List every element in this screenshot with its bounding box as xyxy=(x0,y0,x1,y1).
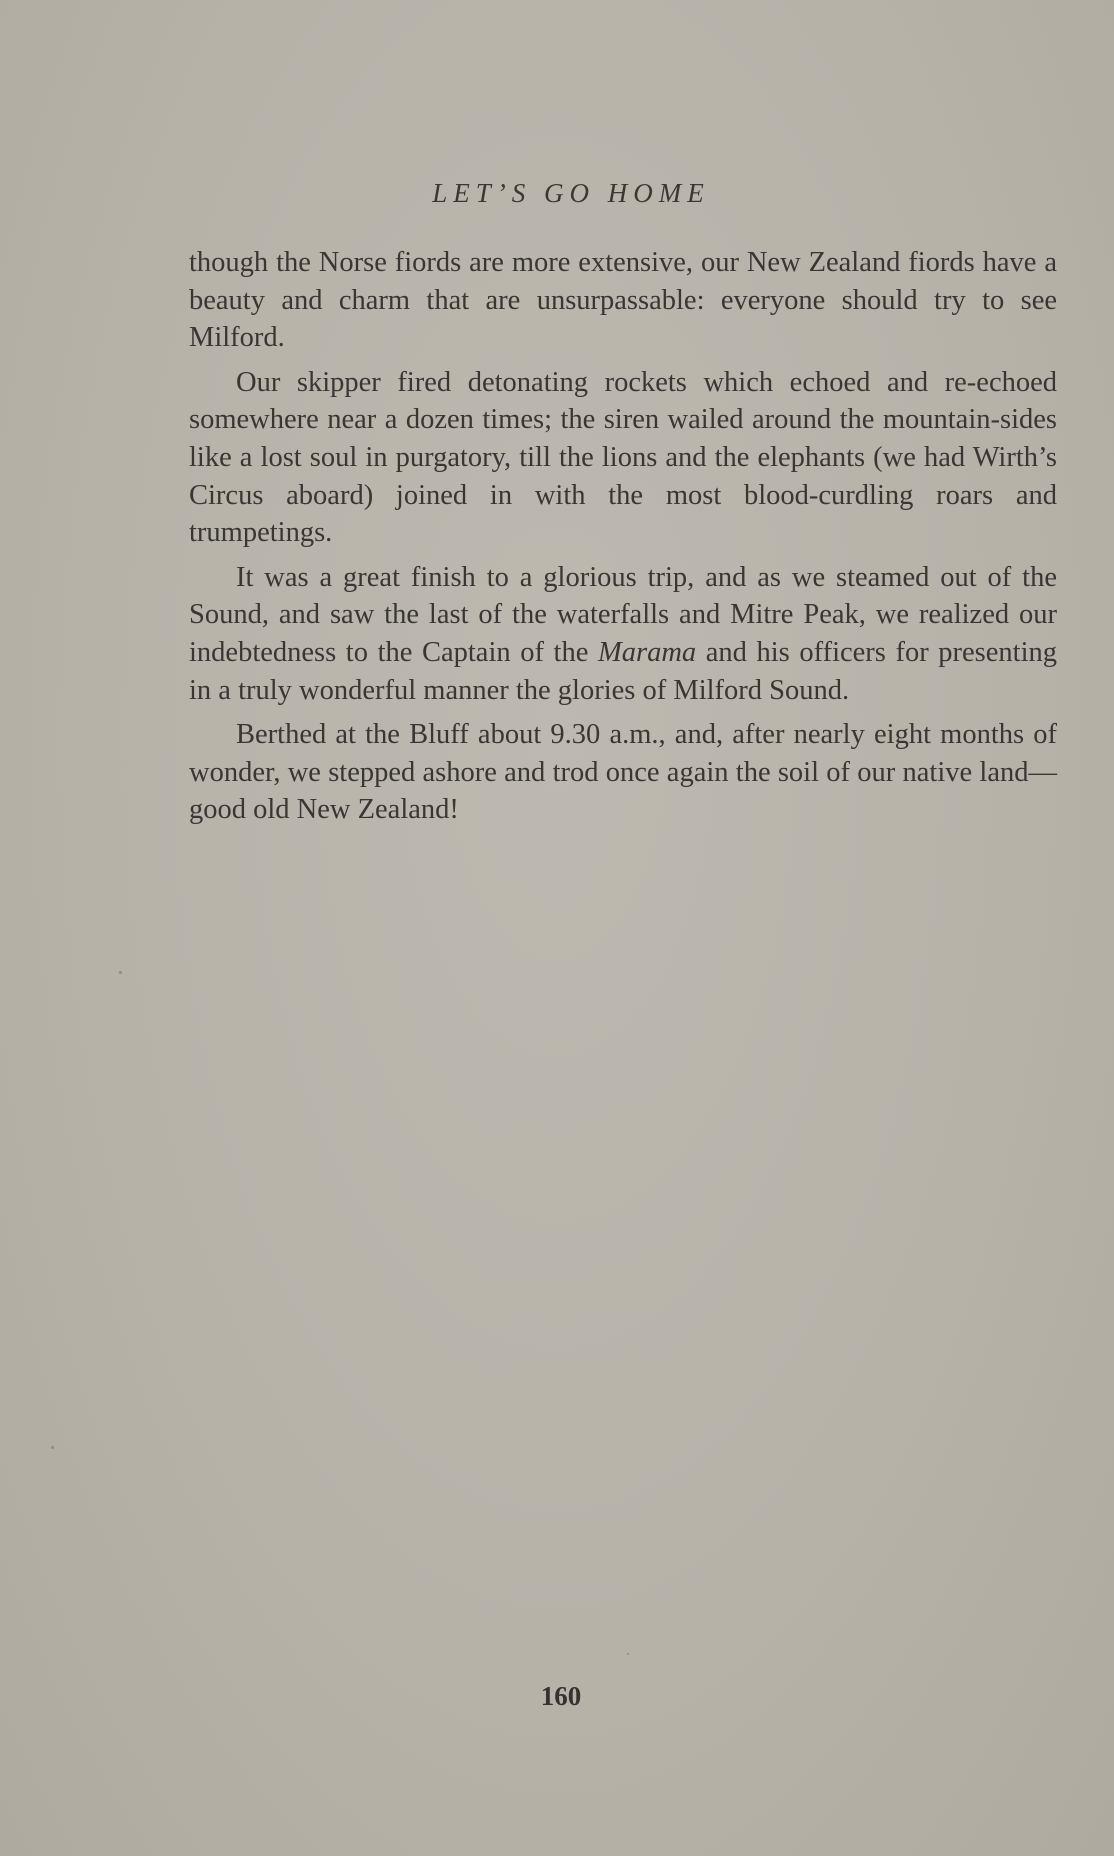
paragraph-4-text: Berthed at the Bluff about 9.30 a.m., and, after nearly eight months of wonder, we stepped ashore and trod once again the soil of our native land—good old New Zealand! xyxy=(189,719,1057,826)
paper-speck xyxy=(119,971,122,974)
paragraph-3-text-start: It was a great finish to a glorious trip, and as we steamed out of the Sound, and saw the last of the waterfalls and Mitre Peak, we realized our indebtedness to the Captain of the xyxy=(189,561,1057,668)
paragraph-3-text-end: and his officers for presenting in a truly wonderful manner the glories of Milford Sound. xyxy=(189,636,1057,706)
ship-name: Marama xyxy=(597,636,697,668)
paragraph-3 xyxy=(189,559,1057,709)
paragraph-4 xyxy=(189,716,1057,829)
running-head: LET’S GO HOME xyxy=(432,178,710,208)
paper-speck xyxy=(51,1446,54,1449)
paragraph-2 xyxy=(189,364,1057,552)
page-number: 160 xyxy=(540,1681,582,1711)
paragraph-2-text: Our skipper fired detonating rockets which echoed and re-echoed somewhere near a dozen times; the siren wailed around the mountain-sides like a lost soul in purgatory, till the lions and the elephants (we had Wirth’s Circus aboard) joined in with the most blood-curdling roars and trumpetings. xyxy=(189,366,1057,549)
body-text xyxy=(189,244,1057,829)
paragraph-1-text: though the Norse fiords are more extensive, our New Zealand fiords have a beauty and charm that are unsurpassable: everyone should try to see Milford. xyxy=(189,247,1057,354)
paper-speck xyxy=(627,1653,629,1655)
paragraph-1 xyxy=(189,244,1057,357)
